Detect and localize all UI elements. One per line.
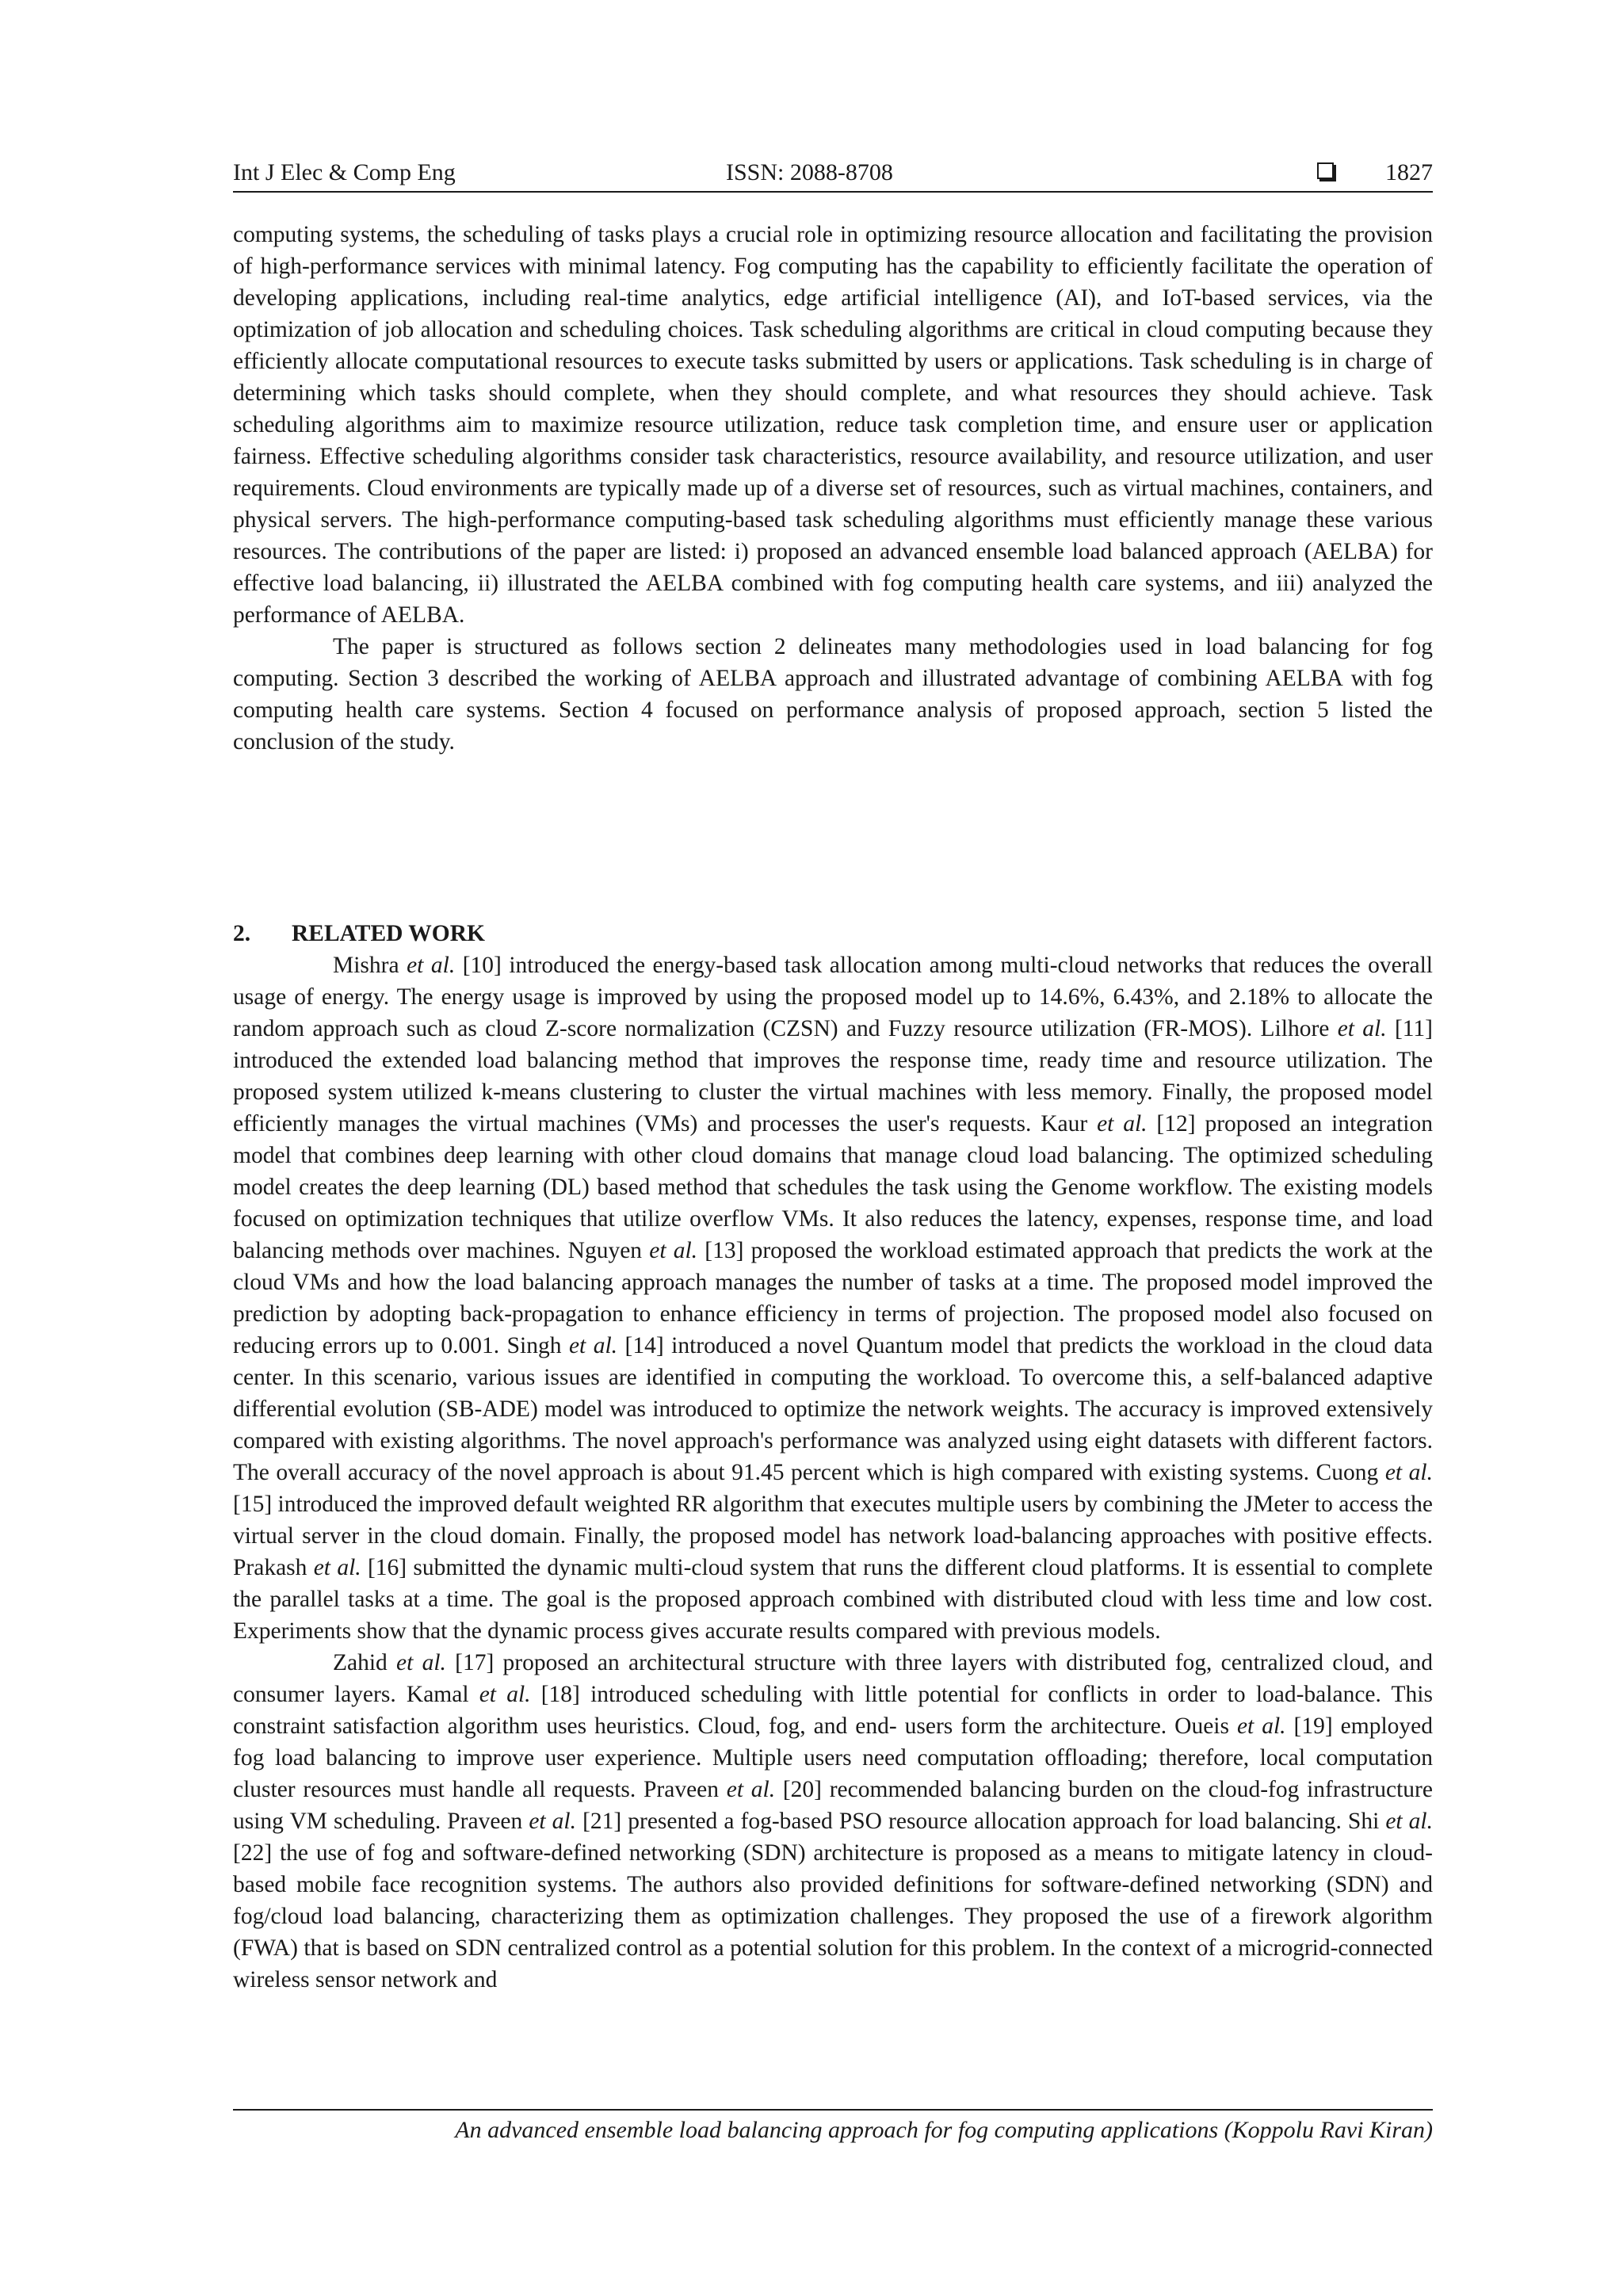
footer-rule [233, 2109, 1433, 2111]
section-heading [233, 918, 1433, 949]
journal-name: Int J Elec & Comp Eng [233, 159, 456, 185]
section-number: 2. [233, 921, 251, 946]
issn: ISSN: 2088-8708 [726, 159, 893, 185]
square-bullet-icon [1317, 162, 1334, 179]
section-title: RELATED WORK [292, 921, 485, 946]
header-rule [233, 191, 1433, 193]
related-work-paragraph-2: Zahid et al. [17] proposed an architectural structure with three layers with distributed fog, centralized cloud, and consumer layers. Kamal et al. [18] introduced scheduling with little potential for conflicts in order to load-balance. This constraint satisfaction algorithm uses heuristics. Cloud, fog, and end- users form the architecture. Oueis et al. [19] employed fog load balancing to improve user experience. Multiple users need computation offloading; therefore, local computation cluster resources must handle all requests. Praveen et al. [20] recommended balancing burden on the cloud-fog infrastructure using VM scheduling. Praveen et al. [21] presented a fog-based PSO resource allocation approach for load balancing. Shi et al. [22] the use of fog and software-defined networking (SDN) architecture is proposed as a means to mitigate latency in cloud-based mobile face recognition systems. The authors also provided definitions for software-defined networking (SDN) and fog/cloud load balancing, characterizing them as optimization challenges. They proposed the use of a firework algorithm (FWA) that is based on SDN centralized control as a potential solution for this problem. In the context of a microgrid-connected wireless sensor network and [233, 1650, 1433, 1992]
running-header [233, 155, 1433, 190]
page-number: 1827 [1385, 159, 1433, 185]
paper-structure-paragraph: The paper is structured as follows section 2 delineates many methodologies used in load balancing for fog computing. Section 3 described the working of AELBA approach and illustrated advantage of combining AELBA with fog computing health care systems. Section 4 focused on performance analysis of proposed approach, section 5 listed the conclusion of the study. [233, 634, 1433, 755]
intro-continuation [233, 219, 1433, 758]
related-work-paragraph-1: Mishra et al. [10] introduced the energy-based task allocation among multi-cloud networks that reduces the overall usage of energy. The energy usage is improved by using the proposed model up to 14.6%, 6.43%, and 2.18% to allocate the random approach such as cloud Z-score normalization (CZSN) and Fuzzy resource utilization (FR-MOS). Lilhore et al. [11] introduced the extended load balancing method that improves the response time, ready time and resource utilization. The proposed system utilized k-means clustering to cluster the virtual machines with less memory. Finally, the proposed model efficiently manages the virtual machines (VMs) and processes the user's requests. Kaur et al. [12] proposed an integration model that combines deep learning with other cloud domains that manage cloud load balancing. The optimized scheduling model creates the deep learning (DL) based method that schedules the task using the Genome workflow. The existing models focused on optimization techniques that utilize overflow VMs. It also reduces the latency, expenses, response time, and load balancing methods over machines. Nguyen et al. [13] proposed the workload estimated approach that predicts the work at the cloud VMs and how the load balancing approach manages the number of tasks at a time. The proposed model improved the prediction by adopting back-propagation to enhance efficiency in terms of projection. The proposed model also focused on reducing errors up to 0.001. Singh et al. [14] introduced a novel Quantum model that predicts the workload in the cloud data center. In this scenario, various issues are identified in computing the workload. To overcome this, a self-balanced adaptive differential evolution (SB-ADE) model was introduced to optimize the network weights. The accuracy is improved extensively compared with existing algorithms. The novel approach's performance was analyzed using eight datasets with different factors. The overall accuracy of the novel approach is about 91.45 percent which is high compared with existing systems. Cuong et al. [15] introduced the improved default weighted RR algorithm that executes multiple users by combining the JMeter to access the virtual server in the cloud domain. Finally, the proposed model has network load-balancing approaches with positive effects. Prakash et al. [16] submitted the dynamic multi-cloud system that runs the different cloud platforms. It is essential to complete the parallel tasks at a time. The goal is the proposed approach combined with distributed cloud with less time and low cost. Experiments show that the dynamic process gives accurate results compared with previous models. [233, 953, 1433, 1644]
intro-paragraph: computing systems, the scheduling of tasks plays a crucial role in optimizing resource allocation and facilitating the provision of high-performance services with minimal latency. Fog computing has the capability to efficiently facilitate the operation of developing applications, including real-time analytics, edge artificial intelligence (AI), and IoT-based services, via the optimization of job allocation and scheduling choices. Task scheduling algorithms are critical in cloud computing because they efficiently allocate computational resources to execute tasks submitted by users or applications. Task scheduling is in charge of determining which tasks should complete, when they should complete, and what resources they should achieve. Task scheduling algorithms aim to maximize resource utilization, reduce task completion time, and ensure user or application fairness. Effective scheduling algorithms consider task characteristics, resource availability, and resource utilization, and user requirements. Cloud environments are typically made up of a diverse set of resources, such as virtual machines, containers, and physical servers. The high-performance computing-based task scheduling algorithms must efficiently manage these various resources. The contributions of the paper are listed: i) proposed an advanced ensemble load balanced approach (AELBA) for effective load balancing, ii) illustrated the AELBA combined with fog computing health care systems, and iii) analyzed the performance of AELBA. [233, 222, 1433, 628]
related-work-section [233, 918, 1433, 1996]
running-footer: An advanced ensemble load balancing approach for fog computing applications (Koppolu Ravi Kiran) [455, 2117, 1433, 2143]
